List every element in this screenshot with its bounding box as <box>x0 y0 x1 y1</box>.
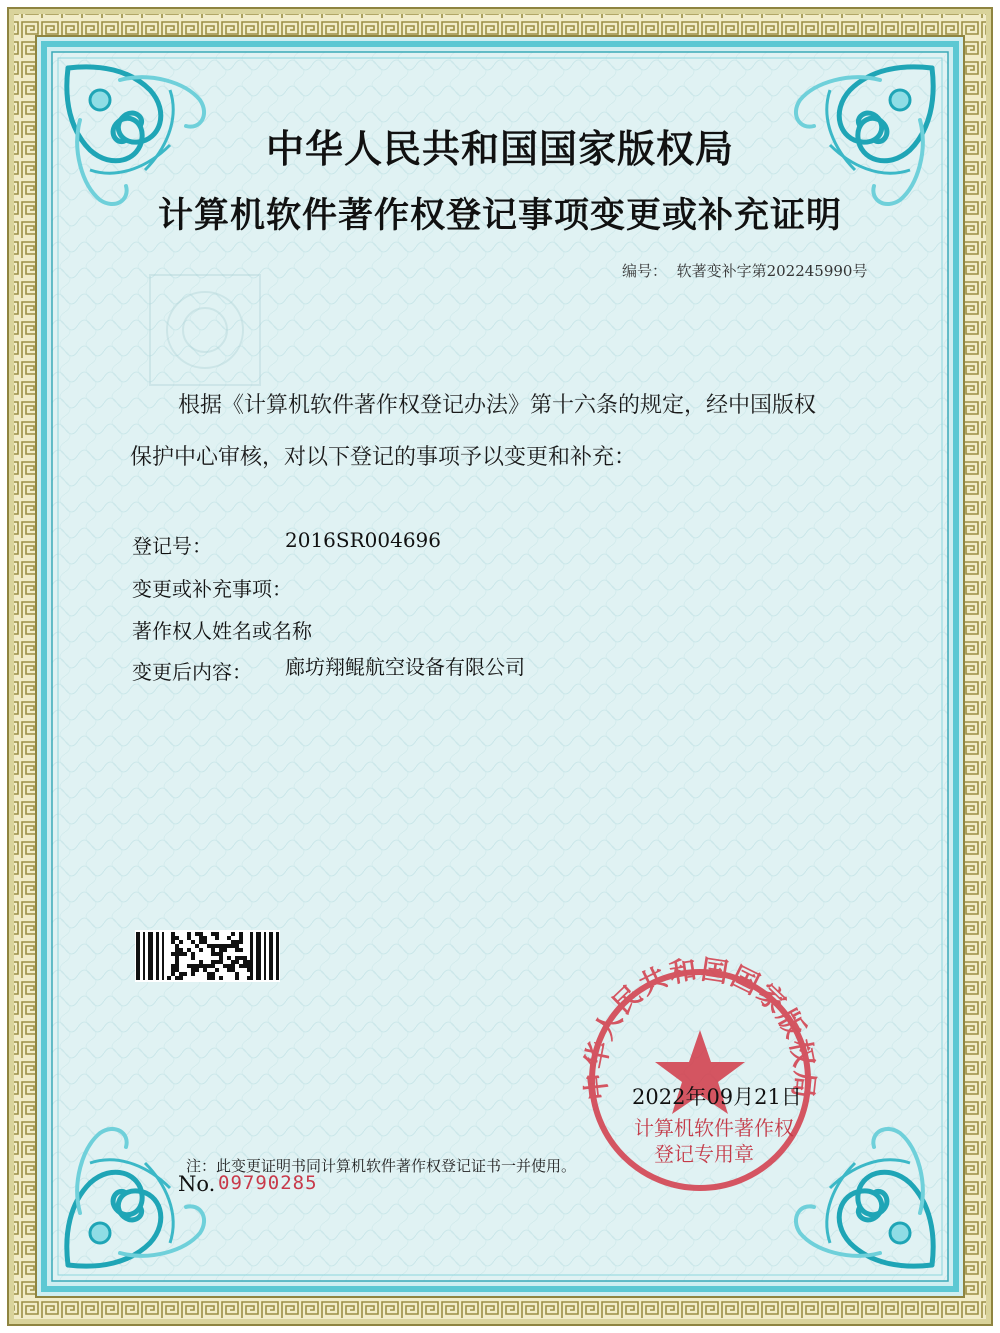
registration-label: 登记号： <box>132 534 212 558</box>
certificate-number-label: No. <box>178 1172 216 1196</box>
svg-text:中华人民共和国国家版权局: 中华人民共和国国家版权局 <box>580 954 820 1102</box>
registration-value: 2016SR004696 <box>285 528 442 552</box>
certificate-number-value: 09790285 <box>218 1172 318 1194</box>
issue-date: 2022年09月21日 <box>632 1085 802 1109</box>
serial-number <box>622 260 867 281</box>
page-title: 中华人民共和国国家版权局 <box>265 127 734 171</box>
content-after-value: 廊坊翔鲲航空设备有限公司 <box>285 655 525 679</box>
body-paragraph-line-2: 保护中心审核，对以下登记的事项予以变更和补充： <box>130 445 637 470</box>
serial-value: 软著变补字第202245990号 <box>676 262 868 280</box>
barcode-image <box>135 930 280 982</box>
change-item-label: 变更或补充事项： <box>132 577 292 601</box>
footnote: 注：此变更证明书同计算机软件著作权登记证书一并使用。 <box>186 1157 577 1175</box>
seal-text-line-1: 计算机软件著作权 <box>634 1116 794 1140</box>
page-subtitle: 计算机软件著作权登记事项变更或补充证明 <box>157 196 842 236</box>
change-item-value: 著作权人姓名或名称 <box>132 619 312 643</box>
seal-text-line-2: 登记专用章 <box>654 1142 754 1166</box>
serial-label: 编号： <box>622 262 668 280</box>
content-after-label: 变更后内容： <box>132 660 252 684</box>
body-paragraph-line-1: 根据《计算机软件著作权登记办法》第十六条的规定，经中国版权 <box>178 393 817 418</box>
